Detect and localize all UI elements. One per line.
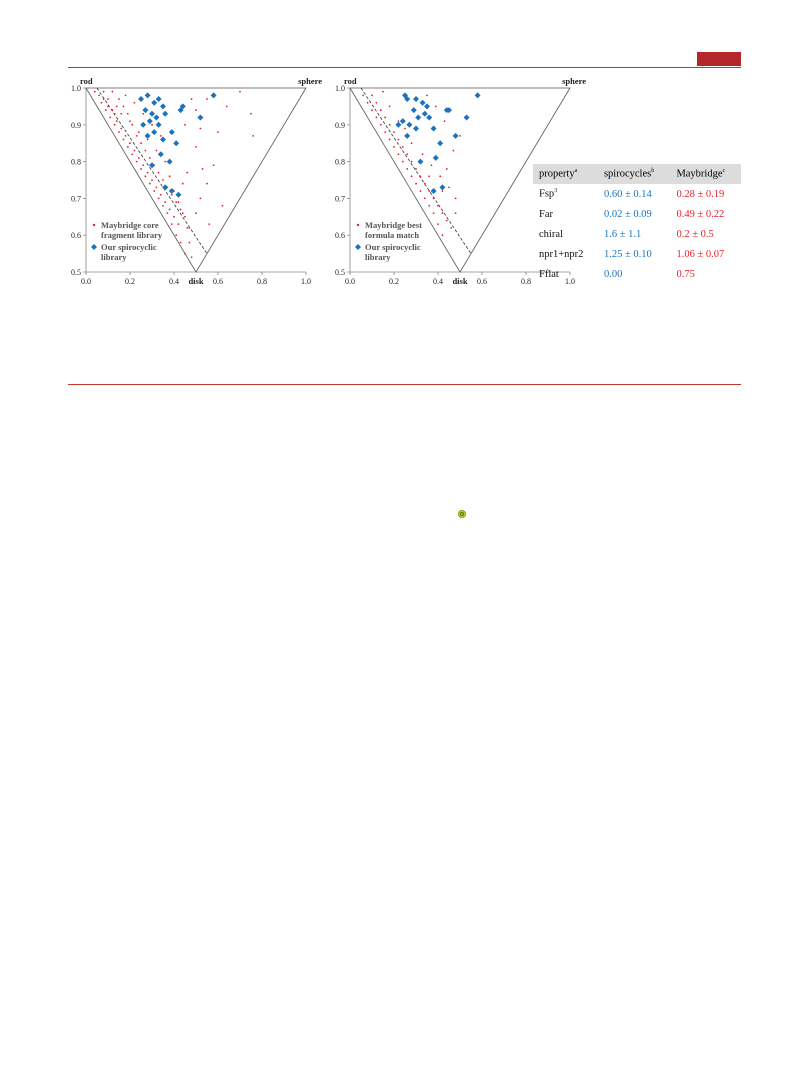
x-tick-label: 0.4 xyxy=(433,277,443,286)
data-point-dot xyxy=(171,223,173,225)
x-tick-label: 0.0 xyxy=(345,277,355,286)
data-point-diamond xyxy=(420,100,426,106)
y-tick-label: 0.9 xyxy=(335,120,345,130)
data-point-dot xyxy=(129,142,131,144)
data-point-dot xyxy=(200,128,202,130)
table-row xyxy=(533,224,741,244)
data-point-dot xyxy=(169,175,171,177)
data-point-diamond xyxy=(431,125,437,131)
data-point-dot xyxy=(433,212,435,214)
data-point-dot xyxy=(431,164,433,166)
data-point-dot xyxy=(398,139,400,141)
data-point-dot xyxy=(160,135,162,137)
data-point-dot xyxy=(134,102,136,104)
row-maybridge-value: 1.06 ± 0.07 xyxy=(676,248,725,260)
x-tick-label: 0.4 xyxy=(169,277,179,286)
data-point-dot xyxy=(450,227,452,229)
row-spirocycles-value: 0.60 ± 0.14 xyxy=(603,188,652,200)
data-point-dot xyxy=(200,198,202,200)
data-point-dot xyxy=(371,109,373,111)
data-point-dot xyxy=(140,142,142,144)
data-point-dot xyxy=(411,142,413,144)
data-point-dot xyxy=(384,117,386,119)
data-point-diamond xyxy=(145,92,151,98)
data-point-dot xyxy=(156,150,158,152)
data-point-dot xyxy=(151,124,153,126)
data-point-dot xyxy=(415,183,417,185)
data-point-dot xyxy=(202,168,204,170)
data-point-diamond xyxy=(413,96,419,102)
row-spirocycles-value: 1.6 ± 1.1 xyxy=(603,228,642,240)
data-point-diamond xyxy=(395,122,401,128)
data-point-dot xyxy=(448,186,450,188)
data-point-diamond xyxy=(439,184,445,190)
data-point-dot xyxy=(422,153,424,155)
data-point-dot xyxy=(127,146,129,148)
data-point-dot xyxy=(455,212,457,214)
legend-label: formula match xyxy=(365,230,420,240)
data-point-dot xyxy=(162,205,164,207)
data-point-dot xyxy=(142,164,144,166)
data-point-dot xyxy=(186,172,188,174)
data-point-dot xyxy=(123,139,125,141)
data-point-dot xyxy=(406,168,408,170)
data-point-dot xyxy=(389,124,391,126)
data-point-dot xyxy=(420,175,422,177)
data-point-dot xyxy=(142,113,144,115)
data-point-dot xyxy=(167,212,169,214)
x-tick-label: 0.2 xyxy=(389,277,399,286)
data-point-dot xyxy=(114,124,116,126)
data-point-dot xyxy=(393,146,395,148)
data-point-dot xyxy=(103,98,105,100)
data-point-dot xyxy=(145,175,147,177)
data-point-diamond xyxy=(147,118,153,124)
data-point-diamond xyxy=(145,133,151,139)
data-point-dot xyxy=(404,128,406,130)
data-point-dot xyxy=(140,168,142,170)
data-point-dot xyxy=(442,234,444,236)
data-point-dot xyxy=(382,91,384,93)
data-point-dot xyxy=(134,150,136,152)
data-point-dot xyxy=(213,164,215,166)
y-tick-label: 0.9 xyxy=(71,120,81,130)
table-row xyxy=(533,204,741,224)
data-point-diamond xyxy=(400,118,406,124)
data-point-dot xyxy=(178,223,180,225)
data-point-diamond xyxy=(211,92,217,98)
header-property: property$^a$ xyxy=(533,164,598,184)
corner-label-rod: rod xyxy=(344,76,357,86)
data-point-diamond xyxy=(411,107,417,113)
data-point-dot xyxy=(107,106,109,108)
data-point-dot xyxy=(428,175,430,177)
data-point-dot xyxy=(398,120,400,122)
y-tick-label: 0.6 xyxy=(71,231,81,241)
data-point-dot xyxy=(222,205,224,207)
data-point-dot xyxy=(250,113,252,115)
row-maybridge-value: 0.2 ± 0.5 xyxy=(676,228,714,240)
legend-label: Our spirocyclic xyxy=(365,242,421,252)
data-point-diamond xyxy=(160,103,166,109)
data-point-dot xyxy=(160,194,162,196)
data-point-dot xyxy=(393,131,395,133)
data-point-diamond xyxy=(424,103,430,109)
data-point-dot xyxy=(101,102,103,104)
data-point-dot xyxy=(252,135,254,137)
data-point-dot xyxy=(112,91,114,93)
corner-label-disk: disk xyxy=(188,276,204,286)
data-point-diamond xyxy=(158,151,164,157)
corner-label-rod: rod xyxy=(80,76,93,86)
data-point-dot xyxy=(123,106,125,108)
data-point-dot xyxy=(208,223,210,225)
data-point-dot xyxy=(125,135,127,137)
data-point-dot xyxy=(239,91,241,93)
data-point-diamond xyxy=(173,140,179,146)
data-point-diamond xyxy=(160,137,166,143)
data-point-dot xyxy=(426,94,428,96)
data-point-dot xyxy=(435,106,437,108)
data-point-dot xyxy=(175,234,177,236)
data-point-diamond xyxy=(167,159,173,165)
row-property: npr1+npr2 xyxy=(539,248,584,260)
x-tick-label: 0.8 xyxy=(257,277,267,286)
data-point-dot xyxy=(116,120,118,122)
data-point-diamond xyxy=(197,114,203,120)
data-point-dot xyxy=(362,94,364,96)
data-point-dot xyxy=(380,124,382,126)
data-point-dot xyxy=(195,212,197,214)
data-point-dot xyxy=(178,201,180,203)
data-point-dot xyxy=(171,194,173,196)
row-spirocycles-value: 0.00 xyxy=(603,268,623,280)
journal-badge xyxy=(697,52,741,66)
data-point-dot xyxy=(153,190,155,192)
data-point-dot xyxy=(380,109,382,111)
data-point-dot xyxy=(442,212,444,214)
table-row xyxy=(533,184,741,204)
x-tick-label: 1.0 xyxy=(565,277,575,286)
data-point-dot xyxy=(428,190,430,192)
y-tick-label: 0.8 xyxy=(335,157,345,167)
data-point-dot xyxy=(389,106,391,108)
legend-marker-diamond xyxy=(355,244,361,250)
data-point-dot xyxy=(112,109,114,111)
data-point-dot xyxy=(384,131,386,133)
data-point-diamond xyxy=(437,140,443,146)
data-point-dot xyxy=(191,98,193,100)
data-point-dot xyxy=(173,216,175,218)
property-table xyxy=(533,164,741,284)
x-tick-label: 0.2 xyxy=(125,277,135,286)
row-property: Far xyxy=(539,208,553,220)
data-point-dot xyxy=(120,113,122,115)
data-point-dot xyxy=(398,153,400,155)
data-point-dot xyxy=(226,106,228,108)
data-point-dot xyxy=(131,153,133,155)
y-tick-label: 1.0 xyxy=(335,84,345,93)
data-point-dot xyxy=(195,146,197,148)
legend-label: fragment library xyxy=(101,230,163,240)
data-point-diamond xyxy=(156,122,162,128)
data-point-dot xyxy=(424,198,426,200)
row-spirocycles-value: 0.02 ± 0.09 xyxy=(603,208,652,220)
y-tick-label: 0.5 xyxy=(71,268,81,277)
data-point-diamond xyxy=(431,188,437,194)
legend-marker-dot xyxy=(93,224,95,226)
data-point-dot xyxy=(138,157,140,159)
header-spirocycles: spirocycles$^b$ xyxy=(598,164,670,184)
table-row xyxy=(533,244,741,264)
data-point-dot xyxy=(125,94,127,96)
data-point-diamond xyxy=(417,159,423,165)
data-point-dot xyxy=(415,168,417,170)
corner-label-sphere: sphere xyxy=(562,76,586,86)
data-point-diamond xyxy=(426,114,432,120)
data-point-dot xyxy=(189,227,191,229)
data-point-diamond xyxy=(151,129,157,135)
data-point-dot xyxy=(189,242,191,244)
data-point-dot xyxy=(444,120,446,122)
data-point-dot xyxy=(376,102,378,104)
data-point-dot xyxy=(389,139,391,141)
data-point-diamond xyxy=(140,122,146,128)
data-point-dot xyxy=(175,201,177,203)
x-tick-label: 1.0 xyxy=(301,277,311,286)
data-point-dot xyxy=(158,198,160,200)
legend-marker-dot xyxy=(357,224,359,226)
legend-label: library xyxy=(101,252,127,262)
data-point-dot xyxy=(184,216,186,218)
x-tick-label: 0.6 xyxy=(213,277,223,286)
data-point-dot xyxy=(411,175,413,177)
data-point-dot xyxy=(151,179,153,181)
data-point-dot xyxy=(120,128,122,130)
data-point-dot xyxy=(129,120,131,122)
data-point-dot xyxy=(437,223,439,225)
row-property: Fflat xyxy=(539,268,559,280)
data-point-diamond xyxy=(453,133,459,139)
data-point-dot xyxy=(169,209,171,211)
data-point-dot xyxy=(191,256,193,258)
data-point-diamond xyxy=(149,111,155,117)
legend-label: Our spirocyclic xyxy=(101,242,157,252)
data-point-diamond xyxy=(464,114,470,120)
data-point-dot xyxy=(158,172,160,174)
data-point-diamond xyxy=(151,100,157,106)
legend-label: Maybridge core xyxy=(101,220,159,230)
data-point-diamond xyxy=(475,92,481,98)
legend-label: library xyxy=(365,252,391,262)
circle-marker-icon[interactable] xyxy=(458,510,466,518)
data-point-dot xyxy=(118,98,120,100)
data-point-dot xyxy=(206,183,208,185)
data-point-dot xyxy=(164,161,166,163)
row-property: Fsp$^3$ xyxy=(539,188,558,200)
header-maybridge: Maybridge$^c$ xyxy=(670,164,741,184)
data-point-dot xyxy=(195,109,197,111)
data-point-dot xyxy=(406,153,408,155)
data-point-dot xyxy=(114,113,116,115)
data-point-diamond xyxy=(153,114,159,120)
data-point-dot xyxy=(446,168,448,170)
data-point-dot xyxy=(376,117,378,119)
pmi-triangle-chart-left xyxy=(64,74,324,296)
x-tick-label: 0.8 xyxy=(521,277,531,286)
y-tick-label: 0.5 xyxy=(335,268,345,277)
y-tick-label: 0.8 xyxy=(71,157,81,167)
data-point-dot xyxy=(180,242,182,244)
data-point-dot xyxy=(149,183,151,185)
data-point-dot xyxy=(446,220,448,222)
data-point-dot xyxy=(402,146,404,148)
data-point-dot xyxy=(424,183,426,185)
legend-label: Maybridge best xyxy=(365,220,422,230)
data-point-dot xyxy=(138,131,140,133)
data-point-dot xyxy=(94,91,96,93)
data-point-dot xyxy=(131,124,133,126)
x-tick-label: 0.0 xyxy=(81,277,91,286)
data-point-dot xyxy=(182,183,184,185)
data-point-dot xyxy=(182,212,184,214)
data-point-dot xyxy=(107,98,109,100)
data-point-diamond xyxy=(169,188,175,194)
data-point-dot xyxy=(136,135,138,137)
y-tick-label: 0.6 xyxy=(335,231,345,241)
data-point-dot xyxy=(184,253,186,255)
data-point-dot xyxy=(428,205,430,207)
legend-marker-diamond xyxy=(91,244,97,250)
row-property: chiral xyxy=(539,228,563,240)
data-point-dot xyxy=(118,131,120,133)
data-point-dot xyxy=(453,150,455,152)
data-point-dot xyxy=(437,205,439,207)
data-point-dot xyxy=(459,135,461,137)
data-point-dot xyxy=(455,198,457,200)
row-maybridge-value: 0.28 ± 0.19 xyxy=(676,188,725,200)
data-point-dot xyxy=(105,109,107,111)
data-point-diamond xyxy=(404,133,410,139)
data-point-diamond xyxy=(415,114,421,120)
data-point-dot xyxy=(162,179,164,181)
data-point-diamond xyxy=(142,107,148,113)
data-point-dot xyxy=(411,161,413,163)
header-rule xyxy=(68,67,741,68)
y-tick-label: 0.7 xyxy=(71,194,81,204)
data-point-dot xyxy=(439,175,441,177)
data-point-dot xyxy=(433,198,435,200)
corner-label-sphere: sphere xyxy=(298,76,322,86)
data-point-dot xyxy=(180,209,182,211)
data-point-diamond xyxy=(422,111,428,117)
data-point-dot xyxy=(149,157,151,159)
data-point-dot xyxy=(371,94,373,96)
data-point-diamond xyxy=(138,96,144,102)
data-point-dot xyxy=(147,172,149,174)
data-point-dot xyxy=(103,91,105,93)
y-tick-label: 0.7 xyxy=(335,194,345,204)
table-header-row xyxy=(533,164,741,184)
data-point-dot xyxy=(127,113,129,115)
table-row xyxy=(533,264,741,284)
data-point-diamond xyxy=(406,122,412,128)
row-maybridge-value: 0.49 ± 0.22 xyxy=(676,208,725,220)
data-point-diamond xyxy=(169,129,175,135)
data-point-dot xyxy=(98,94,100,96)
data-point-diamond xyxy=(433,155,439,161)
data-point-dot xyxy=(109,117,111,119)
data-point-dot xyxy=(217,131,219,133)
data-point-diamond xyxy=(175,192,181,198)
data-point-dot xyxy=(136,161,138,163)
data-point-dot xyxy=(164,201,166,203)
data-point-diamond xyxy=(162,184,168,190)
data-point-diamond xyxy=(413,125,419,131)
data-point-dot xyxy=(147,139,149,141)
data-point-dot xyxy=(116,106,118,108)
data-point-dot xyxy=(184,124,186,126)
data-point-dot xyxy=(420,190,422,192)
y-tick-label: 1.0 xyxy=(71,84,81,93)
x-tick-label: 0.6 xyxy=(477,277,487,286)
data-point-diamond xyxy=(156,96,162,102)
data-point-dot xyxy=(145,150,147,152)
data-point-dot xyxy=(206,98,208,100)
row-spirocycles-value: 1.25 ± 0.10 xyxy=(603,248,652,260)
data-point-dot xyxy=(442,190,444,192)
footer-rule xyxy=(68,384,741,385)
data-point-diamond xyxy=(162,111,168,117)
corner-label-disk: disk xyxy=(452,276,468,286)
data-point-dot xyxy=(402,161,404,163)
data-point-dot xyxy=(367,102,369,104)
data-point-dot xyxy=(156,186,158,188)
data-point-dot xyxy=(186,227,188,229)
row-maybridge-value: 0.75 xyxy=(676,268,695,280)
